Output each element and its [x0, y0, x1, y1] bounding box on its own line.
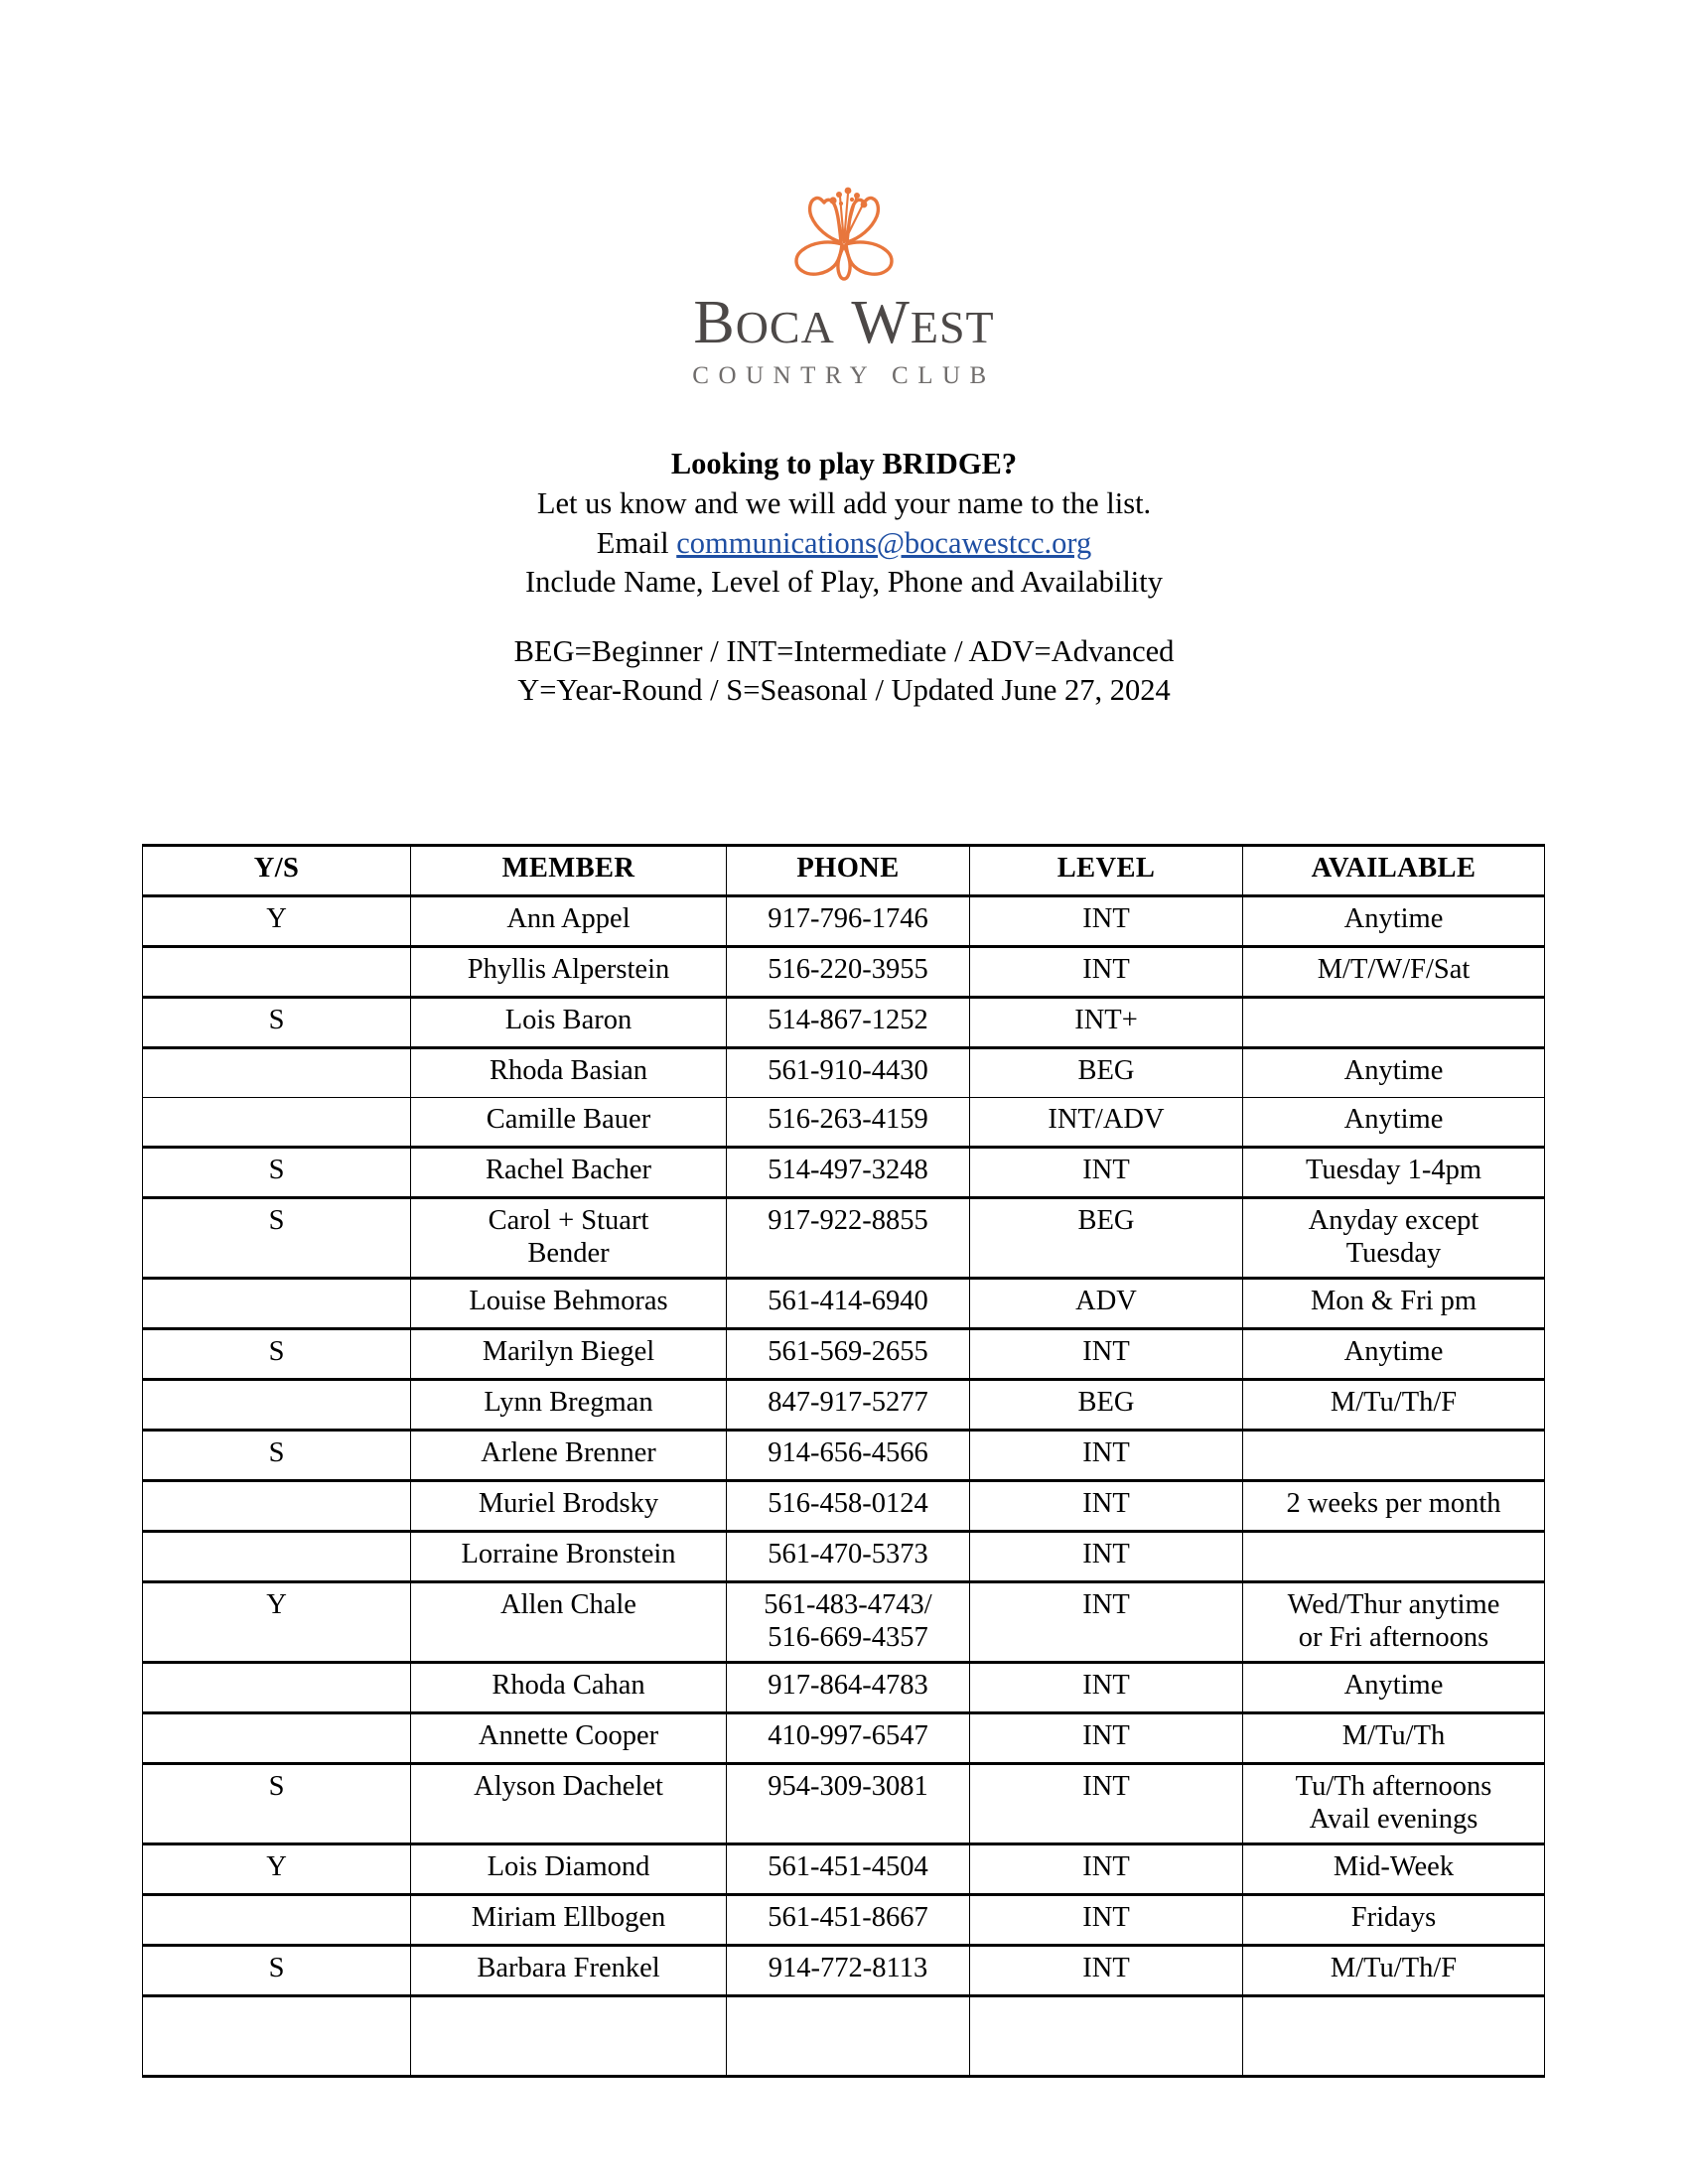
cell-level: INT	[970, 1844, 1243, 1895]
cell-phone: 917-796-1746	[727, 896, 970, 947]
cell-member: Lynn Bregman	[411, 1380, 727, 1431]
cell-member: Muriel Brodsky	[411, 1481, 727, 1532]
table-row	[143, 1844, 1545, 1895]
cell-ys	[143, 1481, 411, 1532]
cell-phone: 516-263-4159	[727, 1098, 970, 1148]
cell-ys	[143, 1532, 411, 1582]
cell-phone: 917-864-4783	[727, 1663, 970, 1713]
cell-phone: 954-309-3081	[727, 1764, 970, 1844]
table-row	[143, 1895, 1545, 1946]
cell-ys: S	[143, 1946, 411, 1996]
cell-available: 2 weeks per month	[1243, 1481, 1545, 1532]
cell-available: M/Tu/Th/F	[1243, 1946, 1545, 1996]
table-row	[143, 896, 1545, 947]
cell-available: Anytime	[1243, 1663, 1545, 1713]
cell-available: Anytime	[1243, 896, 1545, 947]
cell-member: Arlene Brenner	[411, 1431, 727, 1481]
logo-word-2-cap: W	[851, 289, 911, 356]
cell-available: Anytime	[1243, 1098, 1545, 1148]
cell-member: Lois Baron	[411, 998, 727, 1048]
table-body	[143, 896, 1545, 2077]
cell-available	[1243, 1582, 1545, 1663]
table-row	[143, 1279, 1545, 1329]
cell-text-line: Tuesday	[1345, 1238, 1442, 1270]
cell-available	[1243, 1431, 1545, 1481]
column-header-member: MEMBER	[411, 846, 727, 896]
table-row	[143, 1764, 1545, 1844]
cell-phone: 914-772-8113	[727, 1946, 970, 1996]
cell-level: INT	[970, 1895, 1243, 1946]
intro-heading: Looking to play BRIDGE?	[670, 447, 1018, 481]
cell-phone: 917-922-8855	[727, 1198, 970, 1279]
cell-text-line: Tu/Th afternoons	[1295, 1771, 1492, 1803]
cell-text-line: Carol + Stuart	[488, 1205, 649, 1236]
boca-west-logo	[0, 0, 1688, 390]
cell-member: Alyson Dachelet	[411, 1764, 727, 1844]
cell-ys	[143, 1380, 411, 1431]
logo-word-2-rest: EST	[910, 302, 995, 352]
column-header-phone: PHONE	[727, 846, 970, 896]
cell-available: Mid-Week	[1243, 1844, 1545, 1895]
cell-level: INT	[970, 1481, 1243, 1532]
cell-ys: S	[143, 1148, 411, 1198]
cell-level: INT	[970, 1148, 1243, 1198]
cell-available	[1243, 1532, 1545, 1582]
cell-available	[1243, 1764, 1545, 1844]
table-row	[143, 1148, 1545, 1198]
cell-level: INT	[970, 947, 1243, 998]
cell-level: INT	[970, 1713, 1243, 1764]
cell-phone	[727, 1996, 970, 2077]
column-header-level: LEVEL	[970, 846, 1243, 896]
table-row	[143, 1198, 1545, 1279]
cell-phone: 516-458-0124	[727, 1481, 970, 1532]
cell-level: INT	[970, 1532, 1243, 1582]
cell-ys: S	[143, 1198, 411, 1279]
cell-member	[411, 1996, 727, 2077]
cell-phone: 410-997-6547	[727, 1713, 970, 1764]
cell-available: Fridays	[1243, 1895, 1545, 1946]
cell-level: INT	[970, 1663, 1243, 1713]
cell-text-line: 561-483-4743/	[764, 1589, 932, 1621]
intro-email-line	[0, 524, 1688, 564]
cell-level: INT	[970, 896, 1243, 947]
cell-ys	[143, 1279, 411, 1329]
table-row	[143, 947, 1545, 998]
cell-available: Mon & Fri pm	[1243, 1279, 1545, 1329]
cell-member: Rhoda Basian	[411, 1048, 727, 1098]
cell-ys: S	[143, 1764, 411, 1844]
table-row	[143, 1996, 1545, 2077]
cell-available	[1243, 1198, 1545, 1279]
cell-level: INT	[970, 1946, 1243, 1996]
table-row	[143, 1713, 1545, 1764]
cell-ys: S	[143, 1329, 411, 1380]
table-header-row	[143, 846, 1545, 896]
cell-ys	[143, 1713, 411, 1764]
cell-phone: 847-917-5277	[727, 1380, 970, 1431]
cell-ys: S	[143, 998, 411, 1048]
table-row	[143, 1329, 1545, 1380]
cell-text-line: 516-669-4357	[768, 1622, 928, 1654]
cell-ys	[143, 947, 411, 998]
table-row	[143, 1380, 1545, 1431]
cell-ys	[143, 1663, 411, 1713]
logo-word-1-cap: B	[693, 289, 736, 356]
cell-level: INT/ADV	[970, 1098, 1243, 1148]
cell-member: Ann Appel	[411, 896, 727, 947]
cell-text-line: or Fri afternoons	[1298, 1622, 1489, 1654]
cell-member: Louise Behmoras	[411, 1279, 727, 1329]
cell-phone: 561-910-4430	[727, 1048, 970, 1098]
cell-phone: 561-414-6940	[727, 1279, 970, 1329]
table-row	[143, 1481, 1545, 1532]
cell-level: INT	[970, 1329, 1243, 1380]
cell-phone: 514-497-3248	[727, 1148, 970, 1198]
cell-ys: Y	[143, 1844, 411, 1895]
cell-member: Camille Bauer	[411, 1098, 727, 1148]
cell-level: BEG	[970, 1048, 1243, 1098]
cell-available: M/Tu/Th/F	[1243, 1380, 1545, 1431]
logo-word-1-rest: OCA	[735, 302, 835, 352]
cell-member: Rhoda Cahan	[411, 1663, 727, 1713]
cell-text-line: Avail evenings	[1309, 1804, 1478, 1836]
cell-level: INT	[970, 1431, 1243, 1481]
cell-member: Lois Diamond	[411, 1844, 727, 1895]
intro-line-2: Let us know and we will add your name to the list.	[536, 485, 1152, 520]
cell-level: BEG	[970, 1198, 1243, 1279]
table-row	[143, 1582, 1545, 1663]
cell-ys: Y	[143, 1582, 411, 1663]
cell-available: Anytime	[1243, 1329, 1545, 1380]
cell-available: M/T/W/F/Sat	[1243, 947, 1545, 998]
logo-subtitle: COUNTRY CLUB	[692, 362, 996, 390]
table-row	[143, 1663, 1545, 1713]
cell-ys	[143, 1098, 411, 1148]
cell-ys: Y	[143, 896, 411, 947]
cell-text-line: Wed/Thur anytime	[1287, 1589, 1500, 1621]
table-row	[143, 1946, 1545, 1996]
cell-phone: 561-569-2655	[727, 1329, 970, 1380]
cell-level: BEG	[970, 1380, 1243, 1431]
cell-ys	[143, 1996, 411, 2077]
cell-member: Phyllis Alperstein	[411, 947, 727, 998]
cell-available: Tuesday 1-4pm	[1243, 1148, 1545, 1198]
email-prefix-label: Email	[596, 525, 677, 560]
table-row	[143, 1098, 1545, 1148]
cell-text-line: Anyday except	[1308, 1205, 1479, 1236]
cell-ys	[143, 1895, 411, 1946]
cell-member: Miriam Ellbogen	[411, 1895, 727, 1946]
cell-member	[411, 1198, 727, 1279]
cell-phone: 516-220-3955	[727, 947, 970, 998]
table-row	[143, 1048, 1545, 1098]
cell-phone	[727, 1582, 970, 1663]
cell-phone: 514-867-1252	[727, 998, 970, 1048]
legend-block	[0, 632, 1688, 711]
cell-available	[1243, 998, 1545, 1048]
cell-member: Barbara Frenkel	[411, 1946, 727, 1996]
cell-phone: 561-470-5373	[727, 1532, 970, 1582]
legend-season-updated: Y=Year-Round / S=Seasonal / Updated June 27, 2024	[517, 673, 1171, 708]
table-row	[143, 1431, 1545, 1481]
cell-available	[1243, 1996, 1545, 2077]
bridge-members-table	[142, 844, 1545, 2078]
column-header-available: AVAILABLE	[1243, 846, 1545, 896]
cell-member: Marilyn Biegel	[411, 1329, 727, 1380]
table-header	[143, 846, 1545, 896]
hibiscus-flower-icon	[778, 177, 910, 288]
cell-level: INT	[970, 1582, 1243, 1663]
cell-phone: 561-451-8667	[727, 1895, 970, 1946]
cell-available: Anytime	[1243, 1048, 1545, 1098]
bridge-members-table-wrap	[142, 844, 1544, 2078]
logo-wordmark	[0, 289, 1688, 356]
cell-member: Rachel Bacher	[411, 1148, 727, 1198]
cell-level: ADV	[970, 1279, 1243, 1329]
cell-member: Annette Cooper	[411, 1713, 727, 1764]
email-link[interactable]: communications@bocawestcc.org	[676, 525, 1092, 560]
cell-ys	[143, 1048, 411, 1098]
cell-text-line: Bender	[527, 1238, 610, 1270]
table-row	[143, 1532, 1545, 1582]
table-row	[143, 998, 1545, 1048]
cell-level: INT	[970, 1764, 1243, 1844]
cell-level: INT+	[970, 998, 1243, 1048]
cell-member: Allen Chale	[411, 1582, 727, 1663]
cell-phone: 561-451-4504	[727, 1844, 970, 1895]
intro-block	[0, 445, 1688, 603]
intro-line-4: Include Name, Level of Play, Phone and Availability	[524, 565, 1164, 600]
cell-available: M/Tu/Th	[1243, 1713, 1545, 1764]
cell-phone: 914-656-4566	[727, 1431, 970, 1481]
cell-level	[970, 1996, 1243, 2077]
cell-ys: S	[143, 1431, 411, 1481]
legend-levels: BEG=Beginner / INT=Intermediate / ADV=Advanced	[513, 633, 1175, 668]
column-header-ys: Y/S	[143, 846, 411, 896]
cell-member: Lorraine Bronstein	[411, 1532, 727, 1582]
